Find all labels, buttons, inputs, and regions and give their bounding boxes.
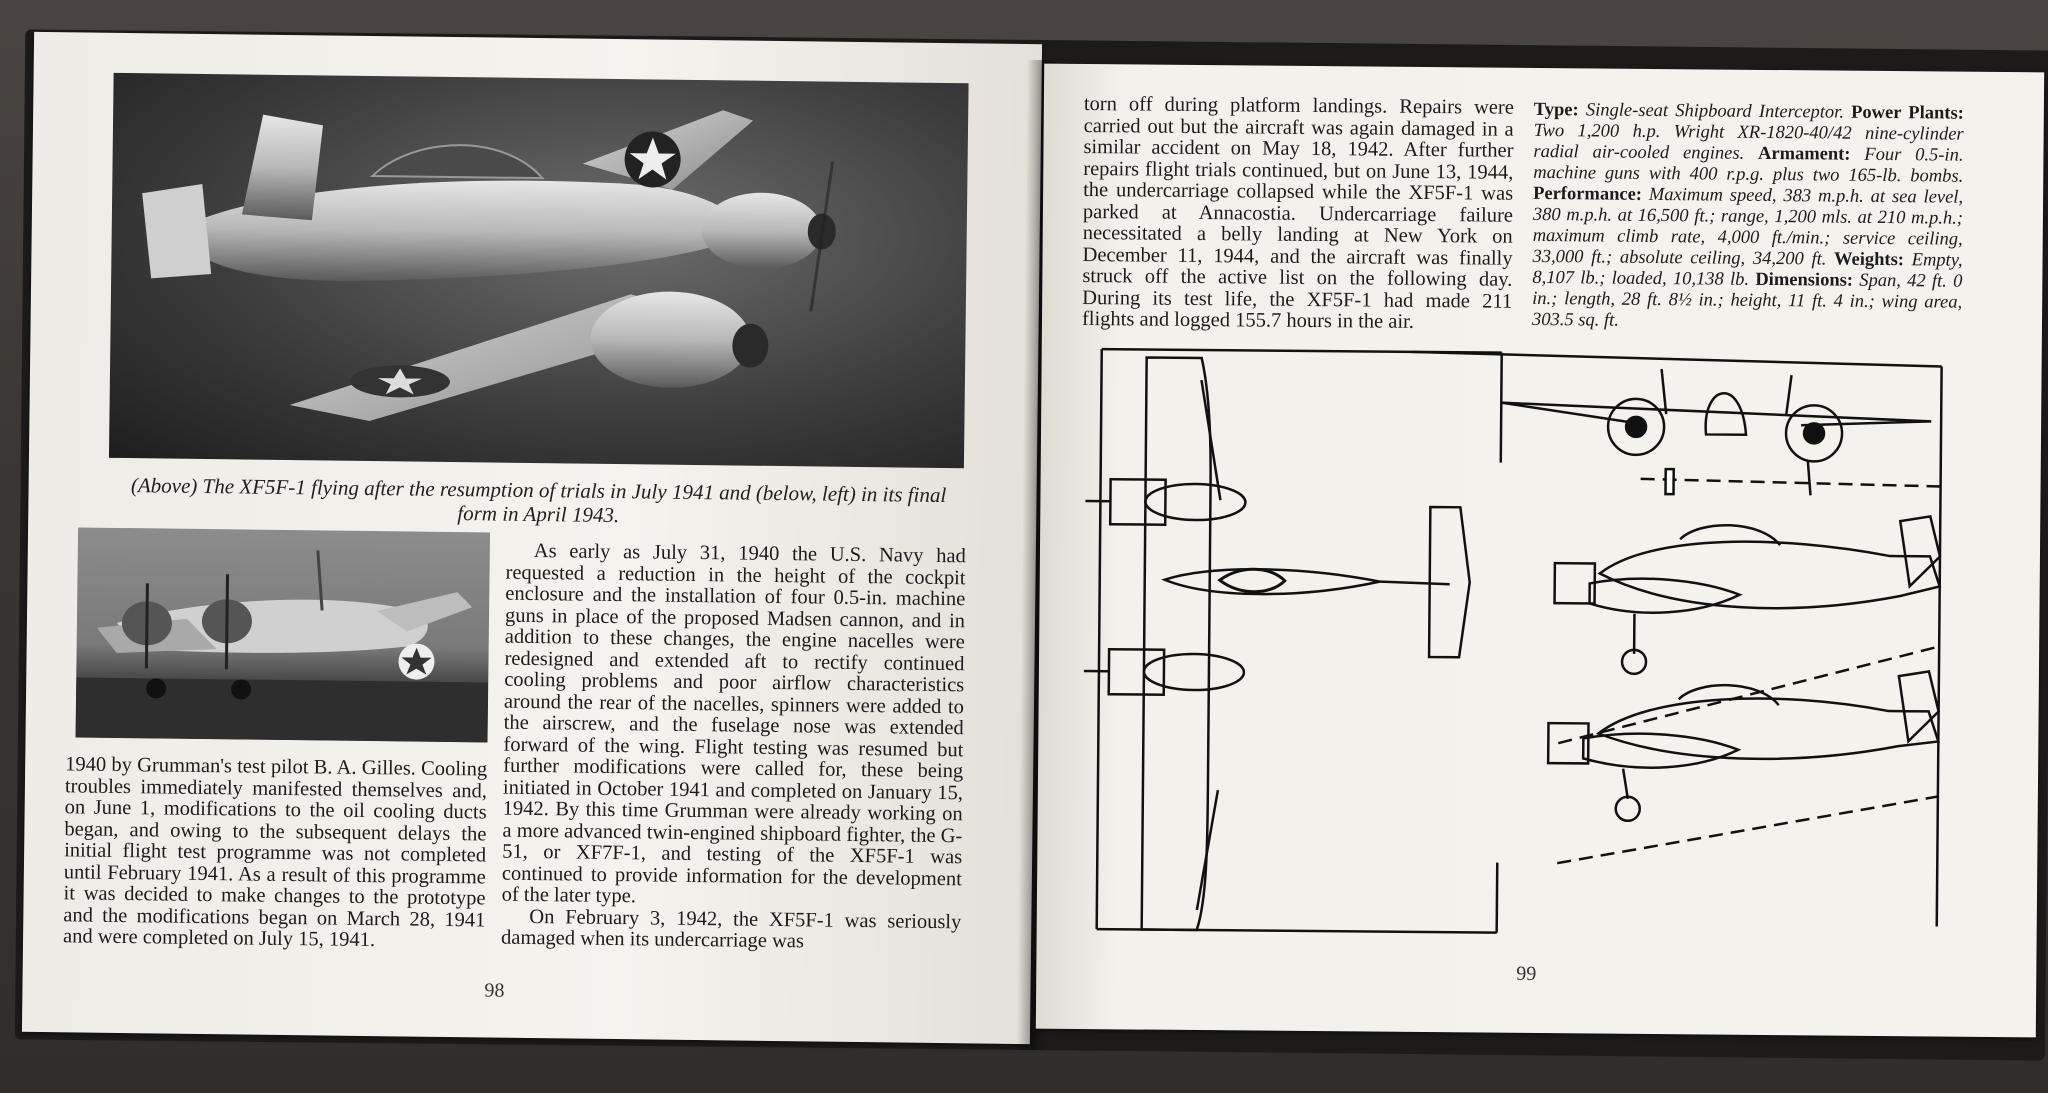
three-view-svg <box>1077 339 1962 947</box>
spec-weights-value: Empty, 8,107 lb.; loaded, 10,138 lb. <box>1532 250 1963 290</box>
spec-dimensions-value: Span, 42 ft. 0 in.; length, 28 ft. 8½ in.; height, 11 ft. 4 in.; wing area, 303.5 sq. ft. <box>1531 270 1963 331</box>
spec-weights-label: Weights: <box>1834 249 1905 271</box>
spec-power-label: Power Plants: <box>1851 102 1964 124</box>
spec-armament-value: Four 0.5-in. machine guns with 400 r.p.g. plus two 165-lb. bombs. <box>1533 144 1964 187</box>
left-page-text-column-2 <box>501 541 966 955</box>
paragraph: torn off during platform landings. Repairs were carried out but the aircraft was again damaged in a similar accident on May 18, 1942. After further repairs flight trials continued, but on June 13, 1944, the undercarriage collapsed while the XF5F-1 was parked at Annacostia. Undercarriage failure necessitated a belly landing at New York on December 11, 1944, and the aircraft was finally struck off the active list on the following day. During its test life, the XF5F-1 had made 211 flights and logged 155.7 hours in the air. <box>1081 93 1514 333</box>
paragraph: 1940 by Grumman's test pilot B. A. Gilles. Cooling troubles immediately manifested themselves and, on June 1, modifications to the oil cooling ducts began, and owing to the subsequent delays the initial flight test programme was not completed until February 1941. As a result of this programme it was decided to make changes to the prototype and the modifications began on March 28, 1941 and were completed on July 15, 1941. <box>62 753 488 952</box>
specifications-paragraph <box>1532 100 1964 335</box>
page-number-right: 99 <box>1516 962 1537 985</box>
spec-power-value: Two 1,200 h.p. Wright XR-1820-40/42 nine-cylinder radial air-cooled engines. <box>1533 120 1964 164</box>
frame-line <box>1937 366 1942 926</box>
left-page-text-column-1 <box>63 754 487 953</box>
caption-line-2: form in April 1943. <box>457 501 620 528</box>
aircraft-ground-illustration <box>76 527 491 742</box>
spec-armament-label: Armament: <box>1757 143 1851 165</box>
front-view <box>1501 368 1932 497</box>
spec-type-label: Type: <box>1533 99 1579 121</box>
side-view-lower <box>1548 668 1939 823</box>
frame-line <box>1497 863 1498 933</box>
ground-line <box>1557 793 1938 866</box>
paragraph: On February 3, 1942, the XF5F-1 was seriously damaged when its undercarriage was <box>500 905 962 953</box>
photo-caption <box>88 473 989 532</box>
page-number-left: 98 <box>484 979 505 1002</box>
caption-line-1: (Above) The XF5F-1 flying after the resumption of trials in July 1941 and (below, left) in its final <box>130 473 947 508</box>
paragraph: As early as July 31, 1940 the U.S. Navy had requested a reduction in the height of the cockpit enclosure and the installation of four 0.5-in. machine guns in place of the proposed Madsen cannon, and in addition to these changes, the engine nacelles were redesigned and extended aft to rectify continued cooling problems and poor airflow characteristics around the rear of the nacelles, spinners were added to the airscrew, and the fuselage nose was extended forward of the wing. Flight testing was resumed but further modifications were called for, these being initiated in October 1941 and completed on January 15, 1942. By this time Grumman were already working on a more advanced twin-engined shipboard fighter, the G-51, or XF7F-1, and testing of the XF5F-1 was continued to provide information for the development of the later type. <box>501 540 966 908</box>
three-view-drawing <box>1077 339 1962 947</box>
right-page <box>1036 64 2044 1038</box>
spec-dimensions-label: Dimensions: <box>1755 269 1854 291</box>
photo-xf5f1-in-flight <box>109 73 969 468</box>
side-view-upper <box>1554 513 1940 676</box>
aircraft-flying-illustration <box>109 73 969 468</box>
ground-line <box>1641 479 1941 487</box>
specifications-block <box>1532 100 1964 335</box>
photo-xf5f1-on-ground <box>76 527 491 742</box>
left-page <box>22 32 1042 1044</box>
spec-performance-value: Maximum speed, 383 m.p.h. at sea level, 380 m.p.h. at 16,500 ft.; range, 1,200 mls. at 210 m.p.h.; maximum climb rate, 4,000 ft./min.; service ceiling, 33,000 ft.; absolute ceiling, 34,200 ft. <box>1532 184 1964 270</box>
frame-line <box>1097 349 1102 929</box>
ground-line <box>1558 643 1939 746</box>
spec-type-value: Single-seat Shipboard Interceptor. <box>1585 100 1845 123</box>
right-page-text-column-1 <box>1082 94 1514 334</box>
frame-line <box>1412 352 1942 367</box>
frame-line <box>1501 353 1502 463</box>
plan-view <box>1082 357 1472 932</box>
spec-performance-label: Performance: <box>1533 183 1643 205</box>
